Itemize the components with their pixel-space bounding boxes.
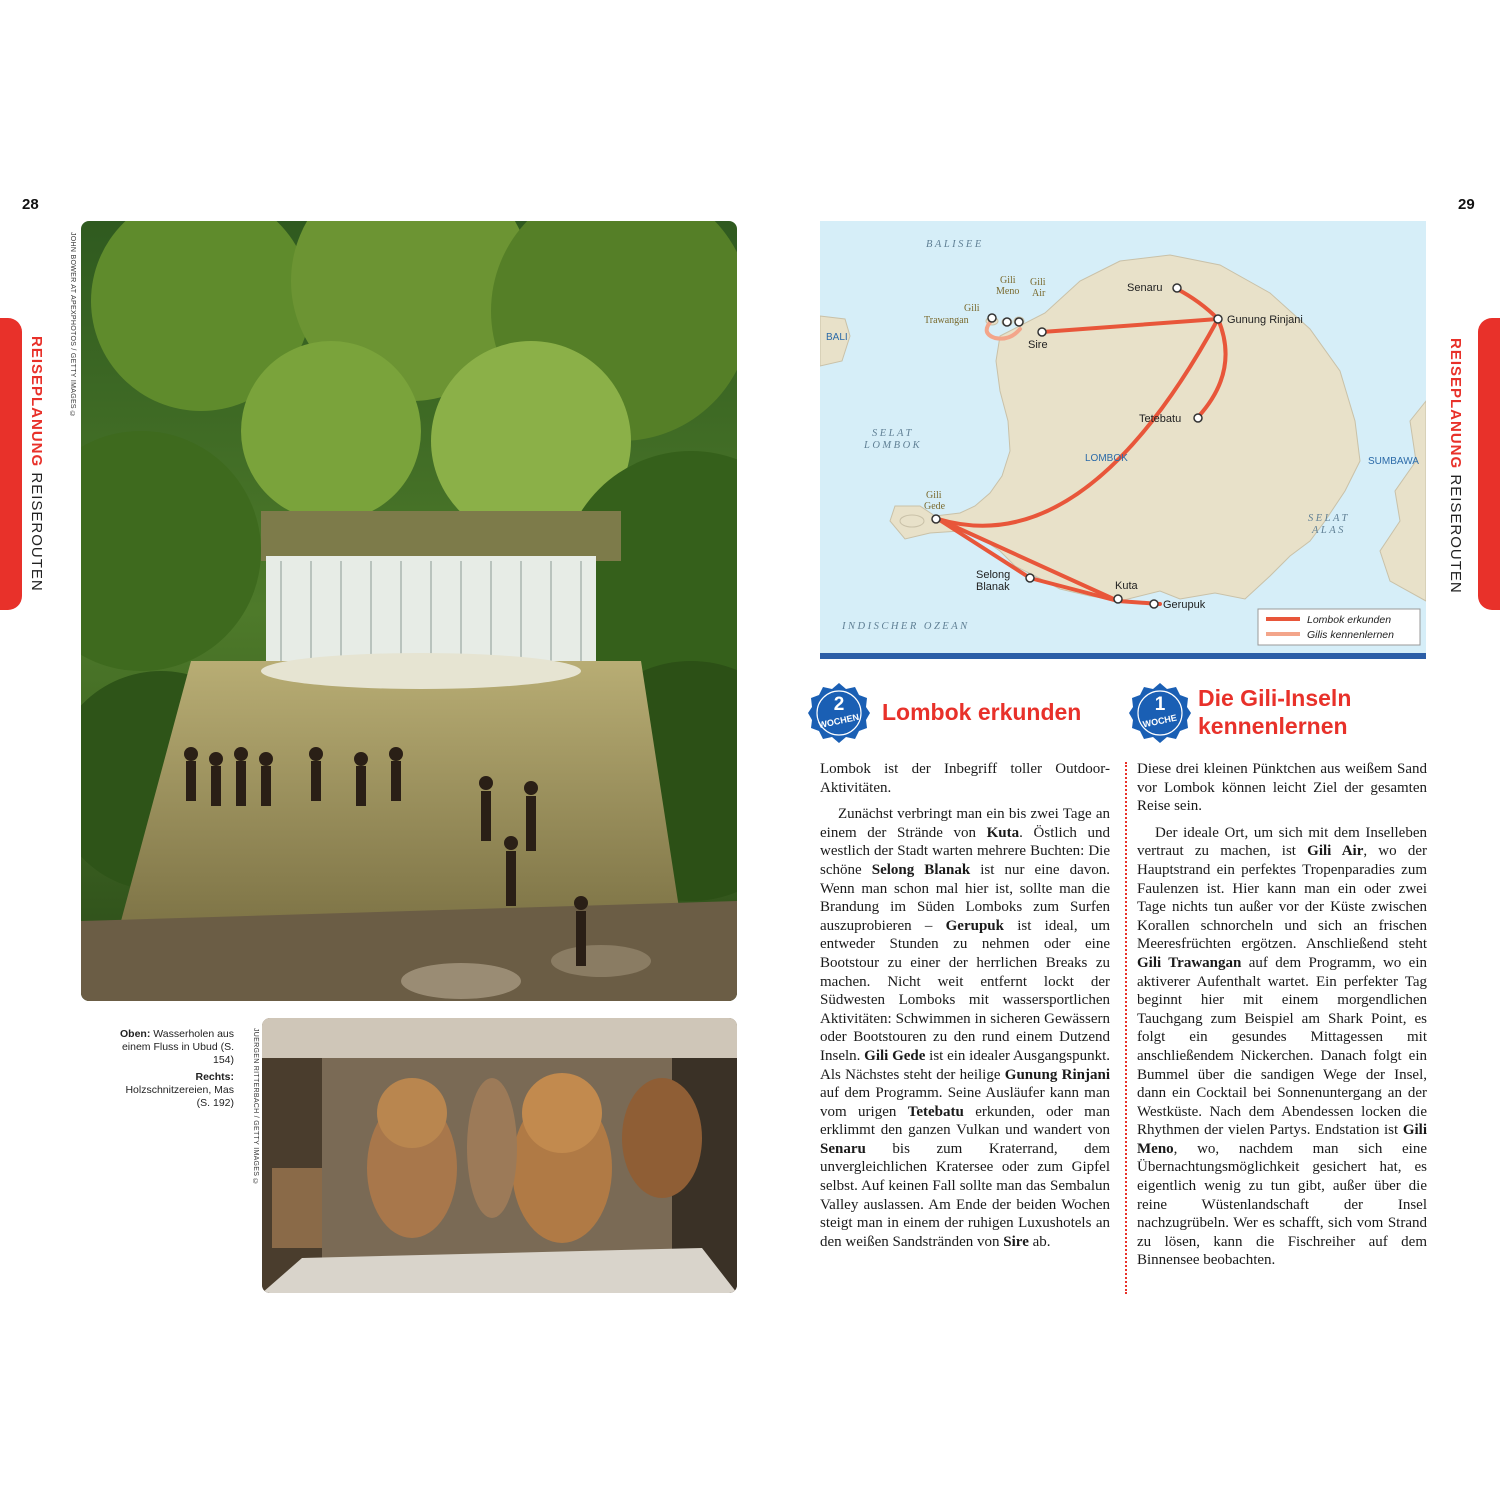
duration-badge-2-wochen — [808, 682, 870, 744]
map-label-selat-lombok-1: SELAT — [872, 428, 914, 439]
caption-top: Oben: Wasserholen aus einem Fluss in Ubud (S. 154) — [120, 1028, 234, 1066]
map-label-gili-trawangan-2: Trawangan — [924, 315, 969, 326]
legend-gilis: Gilis kennenlernen — [1307, 629, 1394, 641]
map-label-balisee: BALISEE — [926, 239, 984, 250]
map-label-gunung-rinjani: Gunung Rinjani — [1227, 314, 1303, 326]
photo-river-waterfall — [81, 221, 737, 1001]
map-label-senaru: Senaru — [1127, 282, 1163, 294]
map-label-bali: BALI — [826, 332, 848, 343]
paragraph: Lombok ist der Inbegriff toller Outdoor-Aktivitäten. — [820, 761, 1110, 796]
map-label-indischer-ozean: INDISCHER OZEAN — [842, 621, 970, 632]
map-label-selong-2: Blanak — [976, 581, 1010, 593]
column-divider — [1125, 762, 1127, 1294]
badge-unit: WOCHE — [1141, 712, 1178, 730]
map-label-gili-gede-1: Gili — [926, 490, 942, 501]
badge-number: 1 — [1154, 694, 1166, 715]
map-legend — [1258, 609, 1420, 645]
map-label-sire: Sire — [1028, 339, 1048, 351]
map-label-selat-lombok-2: LOMBOK — [864, 440, 923, 451]
duration-badge-1-woche — [1129, 682, 1191, 744]
route-text-gili — [1137, 760, 1427, 1278]
map-label-sumbawa: SUMBAWA — [1368, 456, 1419, 467]
map-label-gili-trawangan-1: Gili — [964, 303, 980, 314]
photo-credit-bottom: JUERGEN RITTERBACH / GETTY IMAGES © — [252, 1028, 259, 1186]
map-label-selat-alas-2: ALAS — [1312, 525, 1346, 536]
map-label-gili-meno-1: Gili — [1000, 275, 1016, 286]
legend-lombok: Lombok erkunden — [1307, 614, 1392, 626]
badge-unit: WOCHEN — [817, 711, 860, 731]
paragraph: Der ideale Ort, um sich mit dem Inselleben vertraut zu machen, ist Gili Air, wo der Hauptstrand ein perfektes Tropenparadies zum Faulenzen ist. Hier kann man ein oder zwei Tage nichts tun außer vor der Küste zwischen Korallen schnorcheln und sich an frischen Meeresfrüchten ergötzen. Anschließend steht Gili Trawangan auf dem Programm, wo ein aktiverer Aufenthalt wartet. Ein perfekter Tag beginnt hier mit einem morgendlichen Tauchgang zum Beispiel am Shark Point, es folgt ein gesundes Mittagessen mit anschließendem Nickerchen. Danach folgt ein Bummel über die sandigen Wege der Insel, dann ein Cocktail bei Sonnenuntergang an der Westküste. Nach dem Abendessen locken die Rhythmen der vielen Partys. Endstation ist Gili Meno, wo, nachdem man sich eine Übernachtungsmöglichkeit gesichert hat, es eigentlich wenig zu tun gibt, außer über die reine Wüstenlandschaft der Insel nachzugrübeln. Wer es schafft, sich vom Strand zu lösen, kann die Fischreiher auf dem Binnensee beobachten. — [1137, 824, 1427, 1269]
map-label-gili-gede-2: Gede — [924, 501, 946, 512]
map-label-gili-meno-2: Meno — [996, 286, 1020, 297]
side-tab-left — [0, 318, 22, 610]
route-title-gili: Die Gili-Inseln kennenlernen — [1198, 685, 1352, 739]
map-label-kuta: Kuta — [1115, 580, 1138, 592]
page-number-left: 28 — [22, 196, 39, 213]
route-map — [820, 221, 1426, 659]
badge-number: 2 — [833, 694, 845, 715]
caption-bottom: Rechts: Holzschnitzereien, Mas (S. 192) — [125, 1071, 234, 1109]
map-label-gili-air-1: Gili — [1030, 277, 1046, 288]
map-label-tetebatu: Tetebatu — [1139, 413, 1182, 425]
section-label-right: REISEPLANUNG REISEROUTEN — [1447, 338, 1464, 594]
map-label-gili-air-2: Air — [1032, 288, 1046, 299]
paragraph: Zunächst verbringt man ein bis zwei Tage an einem der Strände von Kuta. Östlich und westlich der Stadt warten mehrere Buchten: Die schöne Selong Blanak ist nur eine davon. Wenn man schon mal hier ist, sollte man die Brandung im Süden Lomboks zum Surfen auszuprobieren – Gerupuk ist ideal, um entweder Stunden zu nehmen oder eine Bootstour zu einer der herrlichen Breaks zu machen. Nicht weit entfernt lockt der Südwesten Lomboks mit wassersportlichen Aktivitäten: Schwimmen in sicheren Gewässern oder Bootstouren zu den rund einem Dutzend Inseln. Gili Gede ist ein idealer Ausgangspunkt. Als Nächstes steht der heilige Gunung Rinjani auf dem Programm. Seine Ausläufer kann man vom urigen Tetebatu erkunden, oder man erklimmt den ganzen Vulkan und wandert von Senaru bis zum Kraterrand, dem unvergleichlichen Kratersee oder zum Gipfel selbst. Auf keinen Fall sollte man das Sembalun Valley auslassen. Am Ende der beiden Wochen steigt man in einem der ruhigen Luxushotels an den weißen Sandstränden von Sire ab. — [820, 806, 1111, 1250]
map-label-lombok: LOMBOK — [1085, 453, 1128, 464]
route-title-lombok: Lombok erkunden — [882, 699, 1082, 725]
side-tab-right — [1478, 318, 1500, 610]
page-number-right: 29 — [1458, 196, 1475, 213]
map-label-selong-1: Selong — [976, 569, 1011, 581]
photo-wood-carvings — [262, 1018, 737, 1293]
photo-credit-top: JOHN BOWER AT APEXPHOTOS / GETTY IMAGES © — [69, 232, 76, 419]
map-label-selat-alas-1: SELAT — [1308, 513, 1350, 524]
map-label-gerupuk: Gerupuk — [1163, 599, 1206, 611]
photo-captions — [110, 1028, 234, 1114]
section-label-left: REISEPLANUNG REISEROUTEN — [28, 336, 45, 592]
route-text-lombok — [820, 760, 1110, 1259]
paragraph: Diese drei kleinen Pünktchen aus weißem Sand vor Lombok können leicht Ziel der gesamten Reise sein. — [1137, 761, 1427, 815]
